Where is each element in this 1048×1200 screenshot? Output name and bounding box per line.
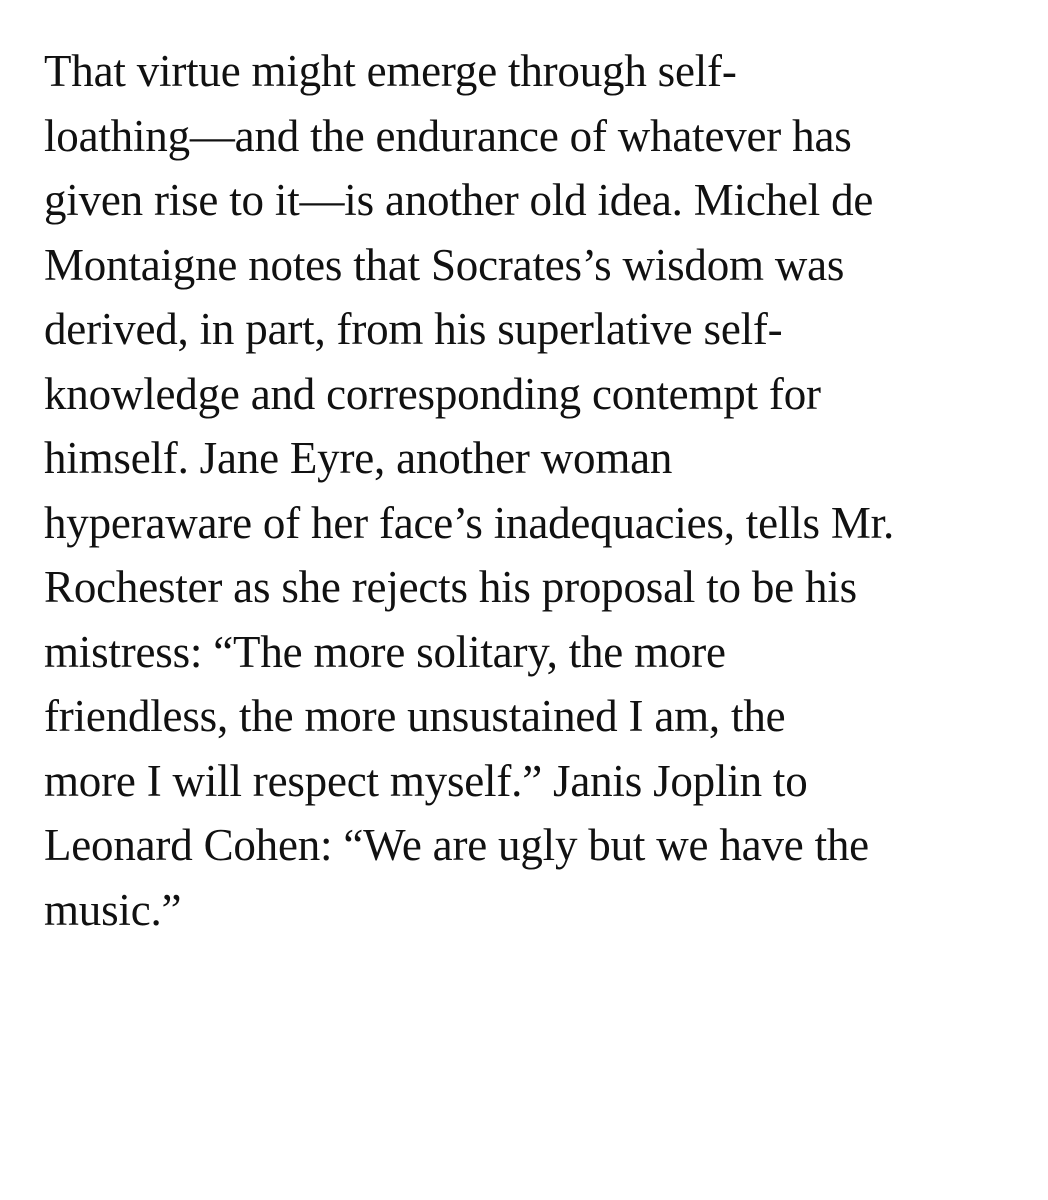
text-line: music.” [44, 884, 182, 935]
text-line: knowledge and corresponding contempt for [44, 368, 821, 419]
text-line: That virtue might emerge through self- [44, 46, 737, 96]
text-line: himself. Jane Eyre, another woman [44, 433, 673, 483]
text-line: Rochester as she rejects his proposal to be his [44, 562, 857, 612]
text-line: derived, in part, from his superlative self- [44, 304, 783, 354]
text-line: mistress: “The more solitary, the more [44, 626, 726, 677]
text-line: loathing—and the endurance of whatever has [44, 110, 852, 161]
text-line: friendless, the more unsustained I am, the [44, 691, 786, 741]
text-line: more I will respect myself.” Janis Joplin to [44, 755, 808, 806]
article-paragraph [44, 39, 1024, 942]
text-line: hyperaware of her face’s inadequacies, tells Mr. [44, 497, 895, 548]
text-line: given rise to it—is another old idea. Michel de [44, 175, 874, 225]
text-line: Montaigne notes that Socrates’s wisdom was [44, 239, 845, 290]
text-line: Leonard Cohen: “We are ugly but we have the [44, 820, 869, 870]
